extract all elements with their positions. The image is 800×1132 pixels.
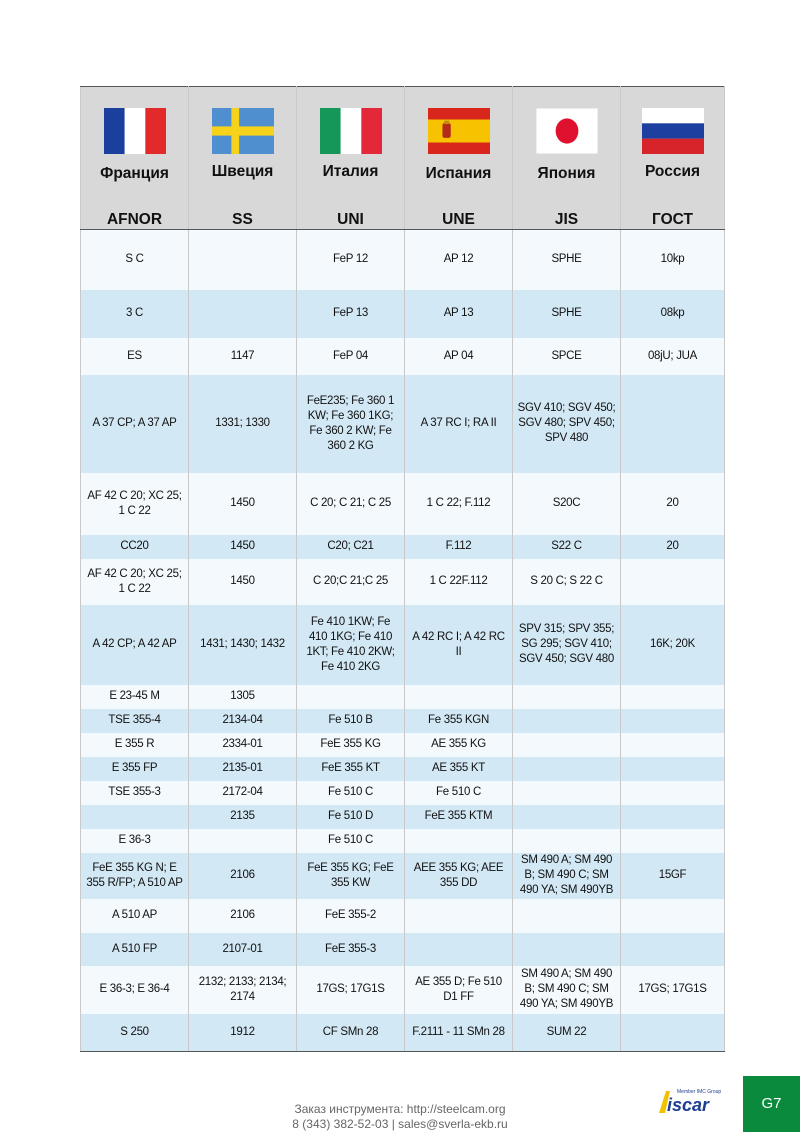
cell-gost: [621, 559, 725, 605]
cell-gost: 10kp: [621, 230, 725, 290]
cell-afnor: A 42 CP; A 42 AP: [81, 605, 189, 685]
cell-jis: SM 490 A; SM 490 B; SM 490 C; SM 490 YA; SM 490YB: [513, 853, 621, 899]
cell-jis: [513, 709, 621, 733]
cell-jis: [513, 899, 621, 933]
country-label: Россия: [644, 163, 701, 180]
cell-gost: [621, 375, 725, 473]
cell-gost: [621, 757, 725, 781]
cell-afnor: A 37 CP; A 37 AP: [81, 375, 189, 473]
cell-uni: FeE 355 KT: [297, 757, 405, 781]
cell-une: AE 355 D; Fe 510 D1 FF: [405, 966, 513, 1014]
cell-ss: 1450: [189, 559, 297, 605]
cell-jis: [513, 829, 621, 853]
cell-gost: [621, 709, 725, 733]
cell-une: FeE 355 KTM: [405, 805, 513, 829]
cell-jis: [513, 757, 621, 781]
cell-ss: [189, 829, 297, 853]
cell-afnor: 3 C: [81, 290, 189, 338]
cell-une: F.112: [405, 535, 513, 559]
column-header-spain: [405, 87, 513, 230]
cell-une: AE 355 KG: [405, 733, 513, 757]
footer-contacts: [230, 1102, 570, 1132]
cell-afnor: S 250: [81, 1014, 189, 1052]
cell-une: [405, 899, 513, 933]
cell-uni: Fe 510 C: [297, 829, 405, 853]
table-row: [81, 230, 725, 290]
cell-uni: Fe 510 D: [297, 805, 405, 829]
cell-uni: FeE 355-2: [297, 899, 405, 933]
cell-jis: SPV 315; SPV 355; SG 295; SGV 410; SGV 450; SGV 480: [513, 605, 621, 685]
cell-jis: [513, 685, 621, 709]
cell-uni: CF SMn 28: [297, 1014, 405, 1052]
table-row: [81, 1014, 725, 1052]
cell-jis: [513, 805, 621, 829]
cell-afnor: E 23-45 M: [81, 685, 189, 709]
table-row: [81, 853, 725, 899]
table-row: [81, 685, 725, 709]
country-label: Франция: [100, 165, 169, 182]
cell-uni: FeP 12: [297, 230, 405, 290]
table-row: [81, 781, 725, 805]
cell-jis: SPHE: [513, 290, 621, 338]
cell-une: [405, 829, 513, 853]
table-row: [81, 375, 725, 473]
table-row: [81, 829, 725, 853]
cell-gost: 15GF: [621, 853, 725, 899]
column-header-sweden: [189, 87, 297, 230]
cell-ss: 2135-01: [189, 757, 297, 781]
cell-ss: 1450: [189, 473, 297, 535]
table-row: [81, 757, 725, 781]
cell-uni: C 20; C 21; C 25: [297, 473, 405, 535]
cell-jis: [513, 781, 621, 805]
cell-gost: [621, 805, 725, 829]
logo-tagline: Member IMC Group: [677, 1089, 722, 1095]
sweden-flag-icon: [212, 108, 274, 154]
cell-une: AP 13: [405, 290, 513, 338]
cell-uni: FeE235; Fe 360 1 KW; Fe 360 1KG; Fe 360 2 KW; Fe 360 2 KG: [297, 375, 405, 473]
table-row: [81, 290, 725, 338]
cell-uni: FeP 04: [297, 338, 405, 375]
column-header-france: [81, 87, 189, 230]
cell-afnor: FeE 355 KG N; E 355 R/FP; A 510 AP: [81, 853, 189, 899]
standard-label: JIS: [554, 211, 579, 228]
table-row: [81, 966, 725, 1014]
cell-afnor: E 355 R: [81, 733, 189, 757]
cell-une: [405, 685, 513, 709]
cell-ss: 2172-04: [189, 781, 297, 805]
cell-ss: 1912: [189, 1014, 297, 1052]
cell-jis: [513, 733, 621, 757]
cell-gost: [621, 933, 725, 966]
cell-afnor: CC20: [81, 535, 189, 559]
cell-gost: 20: [621, 473, 725, 535]
cell-afnor: A 510 AP: [81, 899, 189, 933]
cell-uni: C20; C21: [297, 535, 405, 559]
cell-ss: 1431; 1430; 1432: [189, 605, 297, 685]
table-body: [81, 230, 725, 1052]
cell-gost: [621, 899, 725, 933]
cell-une: AP 12: [405, 230, 513, 290]
cell-jis: SM 490 A; SM 490 B; SM 490 C; SM 490 YA; SM 490YB: [513, 966, 621, 1014]
cell-afnor: AF 42 C 20; XC 25; 1 C 22: [81, 559, 189, 605]
cell-gost: [621, 829, 725, 853]
standard-label: UNI: [337, 211, 364, 228]
cell-une: Fe 510 C: [405, 781, 513, 805]
cell-jis: [513, 933, 621, 966]
country-label: Япония: [537, 165, 596, 182]
cell-ss: 1450: [189, 535, 297, 559]
cell-afnor: E 36-3; E 36-4: [81, 966, 189, 1014]
cell-afnor: E 355 FP: [81, 757, 189, 781]
cell-ss: 2135: [189, 805, 297, 829]
table-row: [81, 338, 725, 375]
cell-ss: 2134-04: [189, 709, 297, 733]
cell-ss: 2106: [189, 853, 297, 899]
footer-contact-line: 8 (343) 382-52-03 | sales@sverla-ekb.ru: [292, 1117, 508, 1131]
cell-afnor: AF 42 C 20; XC 25; 1 C 22: [81, 473, 189, 535]
cell-gost: 16K; 20K: [621, 605, 725, 685]
cell-jis: SUM 22: [513, 1014, 621, 1052]
cell-afnor: TSE 355-3: [81, 781, 189, 805]
cell-une: A 37 RC I; RA II: [405, 375, 513, 473]
cell-afnor: A 510 FP: [81, 933, 189, 966]
cell-uni: 17GS; 17G1S: [297, 966, 405, 1014]
cell-uni: Fe 510 B: [297, 709, 405, 733]
cell-ss: [189, 290, 297, 338]
japan-flag-icon: [536, 108, 598, 154]
cell-une: AEE 355 KG; AEE 355 DD: [405, 853, 513, 899]
column-header-russia: [621, 87, 725, 230]
cell-ss: 2106: [189, 899, 297, 933]
table-row: [81, 733, 725, 757]
footer-order-line: Заказ инструмента: http://steelcam.org: [294, 1102, 506, 1116]
table-row: [81, 933, 725, 966]
cell-gost: 08kp: [621, 290, 725, 338]
cell-uni: FeE 355-3: [297, 933, 405, 966]
steel-grade-comparison-table: [80, 86, 725, 1052]
cell-ss: 2132; 2133; 2134; 2174: [189, 966, 297, 1014]
table-row: [81, 559, 725, 605]
cell-une: AP 04: [405, 338, 513, 375]
cell-ss: 2107-01: [189, 933, 297, 966]
table-row: [81, 473, 725, 535]
standard-label: UNE: [442, 211, 475, 228]
cell-afnor: TSE 355-4: [81, 709, 189, 733]
table-header-row: [81, 87, 725, 230]
cell-uni: FeE 355 KG: [297, 733, 405, 757]
cell-afnor: [81, 805, 189, 829]
cell-jis: SGV 410; SGV 450; SGV 480; SPV 450; SPV 480: [513, 375, 621, 473]
country-label: Италия: [322, 163, 379, 180]
cell-ss: 1331; 1330: [189, 375, 297, 473]
cell-uni: Fe 510 C: [297, 781, 405, 805]
cell-gost: [621, 781, 725, 805]
cell-gost: [621, 733, 725, 757]
italy-flag-icon: [320, 108, 382, 154]
cell-uni: Fe 410 1KW; Fe 410 1KG; Fe 410 1KT; Fe 410 2KW; Fe 410 2KG: [297, 605, 405, 685]
cell-une: AE 355 KT: [405, 757, 513, 781]
cell-uni: FeP 13: [297, 290, 405, 338]
standard-label: SS: [232, 211, 253, 228]
column-header-italy: [297, 87, 405, 230]
russia-flag-icon: [642, 108, 704, 154]
standard-label: AFNOR: [106, 211, 163, 228]
cell-gost: 17GS; 17G1S: [621, 966, 725, 1014]
logo-wordmark: iscar: [667, 1095, 710, 1115]
cell-une: 1 C 22; F.112: [405, 473, 513, 535]
cell-jis: SPHE: [513, 230, 621, 290]
standard-label: ГОСТ: [652, 211, 693, 228]
cell-gost: 08jU; JUA: [621, 338, 725, 375]
page-number-tab: G7: [743, 1076, 800, 1132]
cell-ss: 2334-01: [189, 733, 297, 757]
table-row: [81, 805, 725, 829]
cell-ss: 1305: [189, 685, 297, 709]
cell-ss: [189, 230, 297, 290]
cell-afnor: ES: [81, 338, 189, 375]
country-label: Испания: [425, 165, 492, 182]
table-row: [81, 535, 725, 559]
cell-gost: 20: [621, 535, 725, 559]
cell-uni: [297, 685, 405, 709]
cell-gost: [621, 685, 725, 709]
cell-jis: S22 C: [513, 535, 621, 559]
france-flag-icon: [104, 108, 166, 154]
cell-une: [405, 933, 513, 966]
cell-jis: S20C: [513, 473, 621, 535]
cell-une: A 42 RC I; A 42 RC II: [405, 605, 513, 685]
spain-flag-icon: [428, 108, 490, 154]
cell-afnor: E 36-3: [81, 829, 189, 853]
column-header-japan: [513, 87, 621, 230]
table-row: [81, 899, 725, 933]
cell-jis: S 20 C; S 22 C: [513, 559, 621, 605]
company-logo: [657, 1085, 741, 1115]
cell-une: Fe 355 KGN: [405, 709, 513, 733]
cell-gost: [621, 1014, 725, 1052]
cell-une: F.2111 - 11 SMn 28: [405, 1014, 513, 1052]
cell-afnor: S C: [81, 230, 189, 290]
table-row: [81, 709, 725, 733]
cell-une: 1 C 22F.112: [405, 559, 513, 605]
cell-jis: SPCE: [513, 338, 621, 375]
cell-uni: FeE 355 KG; FeE 355 KW: [297, 853, 405, 899]
country-label: Швеция: [211, 163, 274, 180]
cell-ss: 1147: [189, 338, 297, 375]
table-row: [81, 605, 725, 685]
cell-uni: C 20;C 21;C 25: [297, 559, 405, 605]
